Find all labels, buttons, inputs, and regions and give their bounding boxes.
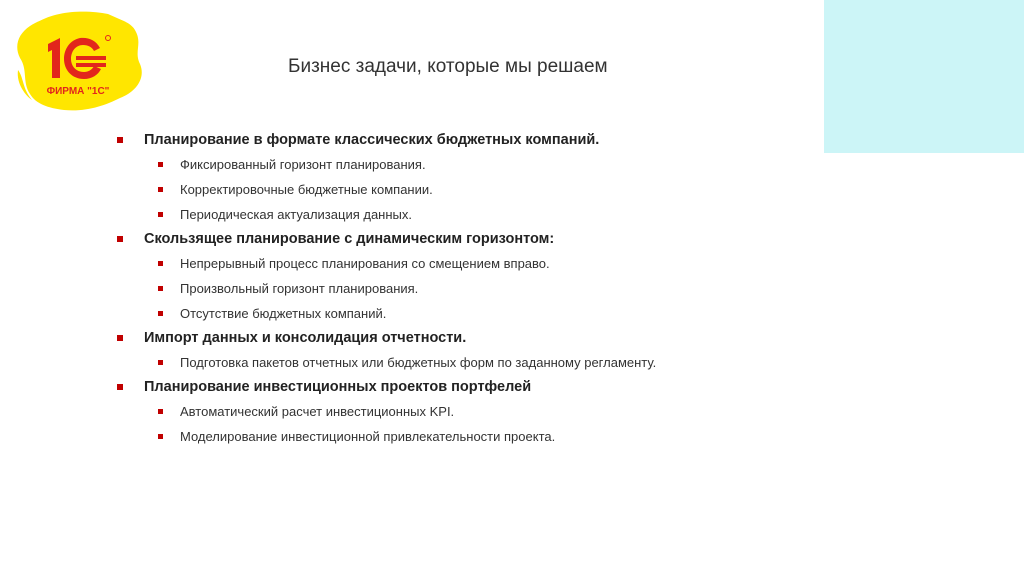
list-item (114, 399, 814, 424)
square-bullet-icon (158, 360, 163, 365)
list-item (114, 251, 814, 276)
square-bullet-icon (158, 261, 163, 266)
square-bullet-icon (117, 335, 123, 341)
list-item (114, 276, 814, 301)
list-item (114, 350, 814, 375)
square-bullet-icon (158, 409, 163, 414)
section-heading-text: Скользящее планирование с динамическим горизонтом: (144, 231, 555, 247)
section-heading-text: Планирование в формате классических бюджетных компаний. (144, 132, 600, 148)
square-bullet-icon (158, 286, 163, 291)
bullet-list (114, 128, 814, 449)
square-bullet-icon (158, 187, 163, 192)
square-bullet-icon (158, 434, 163, 439)
section-4 (114, 375, 814, 449)
list-item (114, 177, 814, 202)
section-heading (114, 128, 814, 152)
list-item (114, 424, 814, 449)
square-bullet-icon (117, 137, 123, 143)
list-item (114, 152, 814, 177)
list-item-text: Произвольный горизонт планирования. (180, 281, 419, 296)
section-2 (114, 227, 814, 326)
square-bullet-icon (158, 212, 163, 217)
square-bullet-icon (158, 311, 163, 316)
list-item (114, 202, 814, 227)
section-heading (114, 227, 814, 251)
list-item-text: Отсутствие бюджетных компаний. (180, 306, 387, 321)
list-item-text: Автоматический расчет инвестиционных KPI. (180, 404, 455, 419)
list-item-text: Корректировочные бюджетные компании. (180, 182, 433, 197)
section-heading (114, 375, 814, 399)
list-item-text: Периодическая актуализация данных. (180, 207, 412, 222)
list-item (114, 301, 814, 326)
square-bullet-icon (117, 236, 123, 242)
section-heading (114, 326, 814, 350)
square-bullet-icon (117, 384, 123, 390)
list-item-text: Непрерывный процесс планирования со смещением вправо. (180, 256, 550, 271)
square-bullet-icon (158, 162, 163, 167)
section-heading-text: Импорт данных и консолидация отчетности. (144, 330, 467, 346)
section-1 (114, 128, 814, 227)
slide-title: Бизнес задачи, которые мы решаем (288, 56, 608, 77)
section-3 (114, 326, 814, 375)
logo-caption: ФИРМА "1С" (46, 86, 110, 97)
list-item-text: Моделирование инвестиционной привлекательности проекта. (180, 429, 556, 444)
list-item-text: Подготовка пакетов отчетных или бюджетных форм по заданному регламенту. (180, 355, 657, 370)
firma-1c-logo (8, 8, 148, 120)
list-item-text: Фиксированный горизонт планирования. (180, 157, 426, 172)
section-heading-text: Планирование инвестиционных проектов портфелей (144, 379, 532, 395)
corner-accent-box (824, 0, 1024, 153)
